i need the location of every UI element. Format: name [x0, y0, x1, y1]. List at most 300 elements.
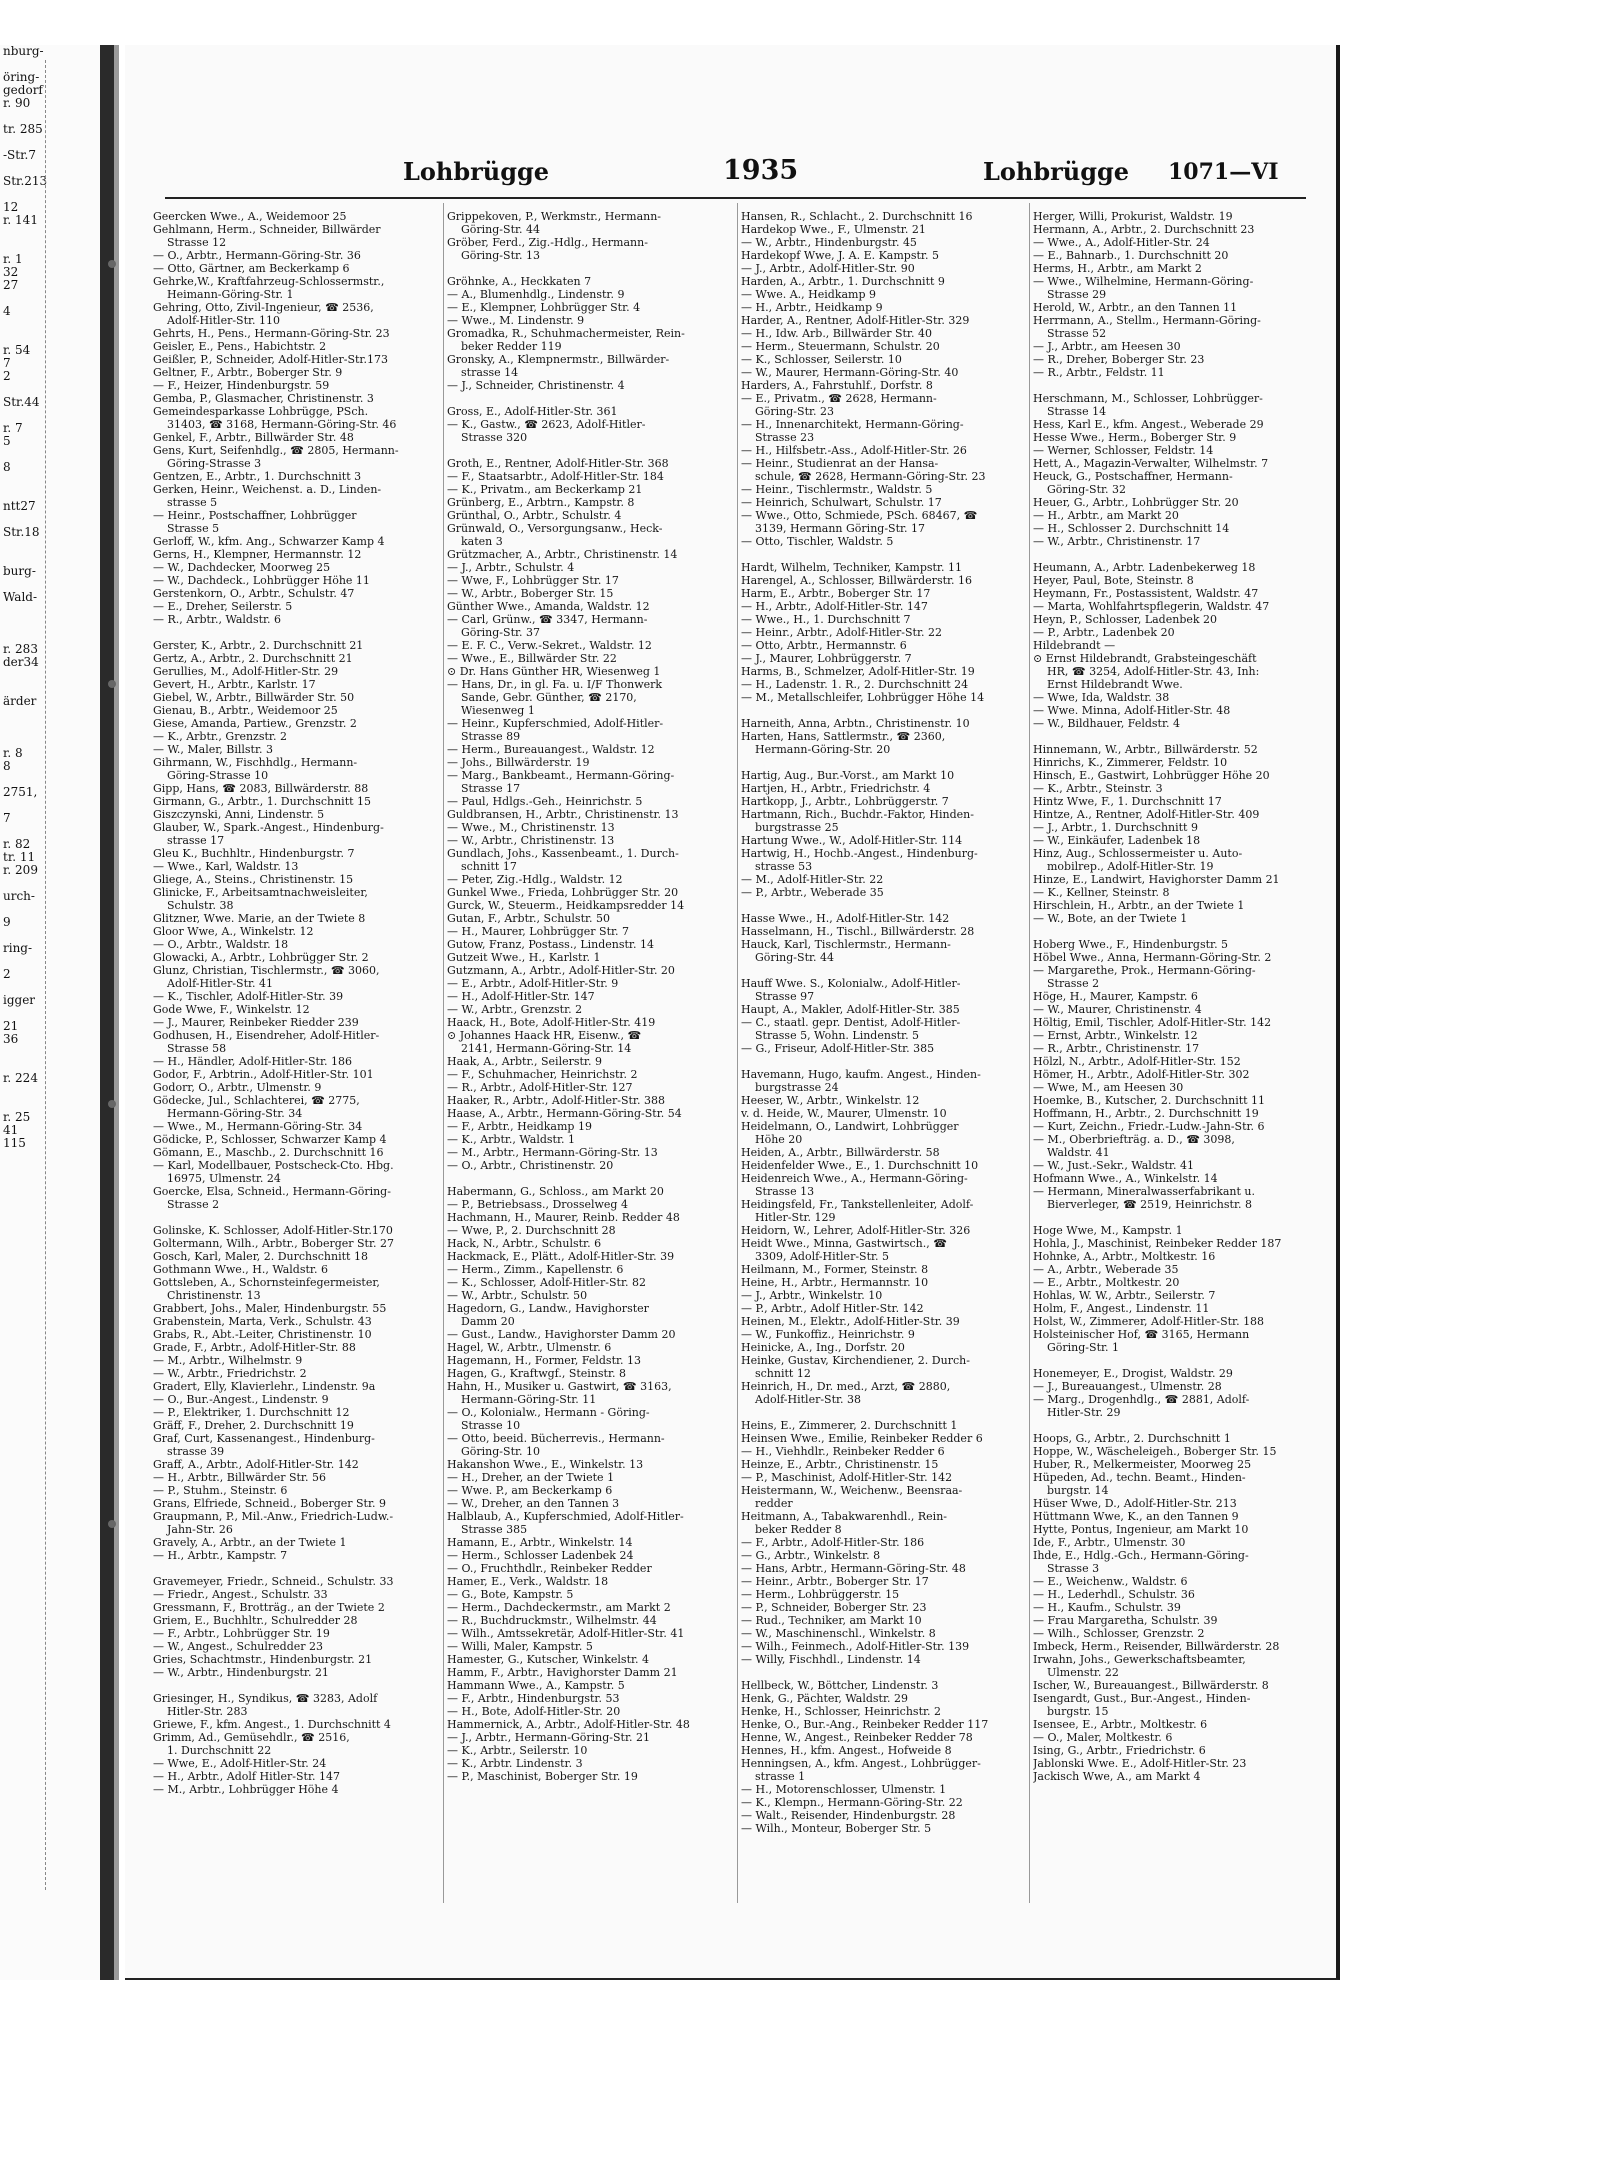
directory-entry: Geercken Wwe., A., Weidemoor 25	[153, 210, 347, 223]
directory-entry: Glinicke, F., Arbeitsamtnachweisleiter,	[153, 886, 368, 899]
directory-entry	[153, 626, 440, 639]
entry-continuation: Waldstr. 41	[1047, 1146, 1110, 1159]
binding-hole	[108, 1520, 116, 1528]
entry-continuation: Strasse 10	[461, 1419, 521, 1432]
directory-column-2	[447, 210, 734, 1900]
directory-entry: Hintz Wwe, F., 1. Durchschnitt 17	[1033, 795, 1222, 808]
entry-continuation: beker Redder 8	[755, 1523, 842, 1536]
directory-entry: — Wwe, F., Lohbrügger Str. 17	[447, 574, 619, 587]
gutter-fragment: r. 82	[3, 837, 31, 851]
directory-entry: Gehring, Otto, Zivil-Ingenieur, ☎ 2536,	[153, 301, 374, 314]
directory-entry: Havemann, Hugo, kaufm. Angest., Hinden-	[741, 1068, 981, 1081]
directory-entry: Godhusen, H., Eisendreher, Adolf-Hitler-	[153, 1029, 380, 1042]
directory-entry: Hohla, J., Maschinist, Reinbeker Redder 187	[1033, 1237, 1282, 1250]
directory-entry: Gerstenkorn, O., Arbtr., Schulstr. 47	[153, 587, 355, 600]
directory-entry: Henne, W., Angest., Reinbeker Redder 78	[741, 1731, 973, 1744]
directory-entry: Glunz, Christian, Tischlermstr., ☎ 3060,	[153, 964, 380, 977]
header-right-title: Lohbrügge	[983, 157, 1130, 186]
directory-entry: Hahn, H., Musiker u. Gastwirt, ☎ 3163,	[447, 1380, 672, 1393]
directory-entry: — P., Schneider, Boberger Str. 23	[741, 1601, 927, 1614]
directory-entry: — Willi, Maler, Kampstr. 5	[447, 1640, 593, 1653]
directory-entry: Grützmacher, A., Arbtr., Christinenstr. 14	[447, 548, 678, 561]
directory-entry: — P., Elektriker, 1. Durchschnitt 12	[153, 1406, 350, 1419]
gutter-fragment: r. 224	[3, 1071, 38, 1085]
directory-entry: Graf, Curt, Kassenangest., Hindenburg-	[153, 1432, 375, 1445]
directory-entry	[447, 392, 734, 405]
gutter-fragment: 7	[3, 811, 11, 825]
directory-entry: Hakanshon Wwe., E., Winkelstr. 13	[447, 1458, 644, 1471]
directory-entry: — R., Arbtr., Christinenstr. 17	[1033, 1042, 1200, 1055]
directory-entry: Gehrke,W., Kraftfahrzeug-Schlossermstr.,	[153, 275, 385, 288]
directory-entry: — J., Arbtr., Winkelstr. 10	[741, 1289, 883, 1302]
directory-entry: Heilmann, M., Former, Steinstr. 8	[741, 1263, 929, 1276]
directory-entry	[741, 1406, 1028, 1419]
entry-continuation: burgstrasse 25	[755, 821, 839, 834]
directory-entry: Hoppe, W., Wäscheleigeh., Boberger Str. 15	[1033, 1445, 1277, 1458]
directory-entry: Gravemeyer, Friedr., Schneid., Schulstr. 33	[153, 1575, 394, 1588]
entry-continuation: mobilrep., Adolf-Hitler-Str. 19	[1047, 860, 1214, 873]
directory-entry: Gutzmann, A., Arbtr., Adolf-Hitler-Str. 20	[447, 964, 675, 977]
directory-entry: Hamester, G., Kutscher, Winkelstr. 4	[447, 1653, 650, 1666]
directory-entry: — J., Arbtr., Schulstr. 4	[447, 561, 575, 574]
entry-continuation: Strasse 5	[167, 522, 220, 535]
directory-entry: — Friedr., Angest., Schulstr. 33	[153, 1588, 328, 1601]
directory-entry	[447, 262, 734, 275]
directory-entry: — E., Klempner, Lohbrügger Str. 4	[447, 301, 641, 314]
entry-continuation: Göring-Strasse 10	[167, 769, 269, 782]
directory-entry: — Wwe, P., 2. Durchschnitt 28	[447, 1224, 616, 1237]
gutter-fragment: 115	[3, 1136, 26, 1150]
directory-entry: — K., Klempn., Hermann-Göring-Str. 22	[741, 1796, 963, 1809]
directory-entry: Gröber, Ferd., Zig.-Hdlg., Hermann-	[447, 236, 648, 249]
directory-entry: — K., Gastw., ☎ 2623, Adolf-Hitler-	[447, 418, 646, 431]
directory-entry: — M., Oberbriefträg. a. D., ☎ 3098,	[1033, 1133, 1235, 1146]
directory-entry: Heymann, Fr., Postassistent, Waldstr. 47	[1033, 587, 1259, 600]
directory-entry: — G., Bote, Kampstr. 5	[447, 1588, 574, 1601]
directory-entry: Gerns, H., Klempner, Hermannstr. 12	[153, 548, 362, 561]
directory-entry: Hölzl, N., Arbtr., Adolf-Hitler-Str. 152	[1033, 1055, 1241, 1068]
directory-entry: Heidt Wwe., Minna, Gastwirtsch., ☎	[741, 1237, 947, 1250]
directory-entry: Heidelmann, O., Landwirt, Lohbrügger	[741, 1120, 959, 1133]
directory-entry: Gothmann Wwe., H., Waldstr. 6	[153, 1263, 328, 1276]
directory-entry: Gutzeit Wwe., H., Karlstr. 1	[447, 951, 601, 964]
directory-entry: Ising, G., Arbtr., Friedrichstr. 6	[1033, 1744, 1206, 1757]
directory-entry: Höge, H., Maurer, Kampstr. 6	[1033, 990, 1198, 1003]
directory-entry: Gens, Kurt, Seifenhdlg., ☎ 2805, Hermann-	[153, 444, 399, 457]
directory-entry: Geißler, P., Schneider, Adolf-Hitler-Str.173	[153, 353, 388, 366]
directory-entry: Höbel Wwe., Anna, Hermann-Göring-Str. 2	[1033, 951, 1272, 964]
directory-entry: — Marg., Drogenhdlg., ☎ 2881, Adolf-	[1033, 1393, 1250, 1406]
gutter-fragment: 8	[3, 759, 11, 773]
entry-continuation: Strasse 14	[1047, 405, 1107, 418]
directory-entry: — Wwe, Ida, Waldstr. 38	[1033, 691, 1170, 704]
entry-continuation: Adolf-Hitler-Str. 38	[755, 1393, 862, 1406]
directory-entry: — H., Motorenschlosser, Ulmenstr. 1	[741, 1783, 947, 1796]
directory-entry: Guldbransen, H., Arbtr., Christinenstr. 13	[447, 808, 679, 821]
directory-entry: Gottsleben, A., Schornsteinfegermeister,	[153, 1276, 380, 1289]
entry-continuation: Göring-Str. 23	[755, 405, 835, 418]
directory-entry: — Hans, Dr., in gl. Fa. u. I/F Thonwerk	[447, 678, 663, 691]
entry-continuation: Göring-Str. 32	[1047, 483, 1127, 496]
gutter-fragment: r. 90	[3, 96, 31, 110]
directory-entry: Gunkel Wwe., Frieda, Lohbrügger Str. 20	[447, 886, 679, 899]
directory-entry: Herold, W., Arbtr., an den Tannen 11	[1033, 301, 1238, 314]
directory-entry: Gravely, A., Arbtr., an der Twiete 1	[153, 1536, 347, 1549]
directory-entry: — Heinr., Postschaffner, Lohbrügger	[153, 509, 357, 522]
directory-entry: Haak, A., Arbtr., Seilerstr. 9	[447, 1055, 602, 1068]
directory-entry: Honemeyer, E., Drogist, Waldstr. 29	[1033, 1367, 1233, 1380]
directory-entry: — K., Arbtr., Waldstr. 1	[447, 1133, 575, 1146]
directory-entry: — H., Arbtr., Heidkamp 9	[741, 301, 883, 314]
directory-entry: Gräff, F., Dreher, 2. Durchschnitt 19	[153, 1419, 354, 1432]
directory-entry: — Wwe., M., Hermann-Göring-Str. 34	[153, 1120, 363, 1133]
directory-entry	[1033, 379, 1320, 392]
directory-entry: Gerullies, M., Adolf-Hitler-Str. 29	[153, 665, 339, 678]
entry-continuation: Strasse 29	[1047, 288, 1107, 301]
directory-entry: Hintze, A., Rentner, Adolf-Hitler-Str. 409	[1033, 808, 1260, 821]
header-left-title: Lohbrügge	[403, 157, 550, 186]
directory-entry: Hesse Wwe., Herm., Boberger Str. 9	[1033, 431, 1237, 444]
directory-entry: Godor, F., Arbtrin., Adolf-Hitler-Str. 101	[153, 1068, 374, 1081]
binding-hole	[108, 260, 116, 268]
directory-entry: v. d. Heide, W., Maurer, Ulmenstr. 10	[741, 1107, 947, 1120]
directory-entry: Heuck, G., Postschaffner, Hermann-	[1033, 470, 1233, 483]
directory-entry	[741, 899, 1028, 912]
directory-entry: — H., Schlosser 2. Durchschnitt 14	[1033, 522, 1230, 535]
directory-entry: — E. F. C., Verw.-Sekret., Waldstr. 12	[447, 639, 652, 652]
directory-entry: Gerloff, W., kfm. Ang., Schwarzer Kamp 4	[153, 535, 385, 548]
directory-entry: — Wilh., Amtssekretär, Adolf-Hitler-Str. 41	[447, 1627, 685, 1640]
directory-entry: — Wilh., Schlosser, Grenzstr. 2	[1033, 1627, 1205, 1640]
directory-entry: — H., Ladenstr. 1. R., 2. Durchschnitt 24	[741, 678, 969, 691]
entry-continuation: Göring-Str. 13	[461, 249, 541, 262]
directory-entry: Heumann, A., Arbtr. Ladenbekerweg 18	[1033, 561, 1256, 574]
directory-entry	[1033, 730, 1320, 743]
directory-entry: Griesinger, H., Syndikus, ☎ 3283, Adolf	[153, 1692, 378, 1705]
directory-entry	[153, 1679, 440, 1692]
directory-entry: Hett, A., Magazin-Verwalter, Wilhelmstr. 7	[1033, 457, 1269, 470]
entry-continuation: Strasse 2	[167, 1198, 220, 1211]
gutter-fragment: urch-	[3, 889, 35, 903]
gutter-fragment: igger	[3, 993, 36, 1007]
gutter-fragment: Str.44	[3, 395, 40, 409]
directory-entry: — A., Arbtr., Weberade 35	[1033, 1263, 1179, 1276]
directory-entry: Giese, Amanda, Partiew., Grenzstr. 2	[153, 717, 357, 730]
entry-continuation: strasse 53	[755, 860, 813, 873]
header-rule	[165, 197, 1306, 199]
entry-continuation: Höhe 20	[755, 1133, 803, 1146]
directory-entry: — H., Lederhdl., Schulstr. 36	[1033, 1588, 1195, 1601]
directory-entry: Gloor Wwe, A., Winkelstr. 12	[153, 925, 314, 938]
directory-entry: Hennes, H., kfm. Angest., Hofweide 8	[741, 1744, 952, 1757]
entry-continuation: HR, ☎ 3254, Adolf-Hitler-Str. 43, Inh:	[1047, 665, 1260, 678]
directory-entry: Hoberg Wwe., F., Hindenburgstr. 5	[1033, 938, 1229, 951]
directory-entry: Harden, A., Arbtr., 1. Durchschnitt 9	[741, 275, 945, 288]
entry-continuation: Adolf-Hitler-Str. 41	[167, 977, 274, 990]
binding-hole	[108, 1100, 116, 1108]
gutter-fragment: 4	[3, 304, 11, 318]
directory-entry	[741, 964, 1028, 977]
entry-continuation: Göring-Strasse 3	[167, 457, 262, 470]
directory-entry: Gevert, H., Arbtr., Karlstr. 17	[153, 678, 316, 691]
gutter-fragment: 2751,	[3, 785, 38, 799]
directory-entry: Henke, O., Bur.-Ang., Reinbeker Redder 117	[741, 1718, 989, 1731]
directory-entry: Herschmann, M., Schlosser, Lohbrügger-	[1033, 392, 1263, 405]
directory-entry: Geltner, F., Arbtr., Boberger Str. 9	[153, 366, 343, 379]
entry-continuation: strasse 17	[167, 834, 225, 847]
directory-entry: Heinze, E., Arbtr., Christinenstr. 15	[741, 1458, 939, 1471]
directory-entry: Grünwald, O., Versorgungsanw., Heck-	[447, 522, 663, 535]
entry-continuation: Sande, Gebr. Günther, ☎ 2170,	[461, 691, 637, 704]
directory-entry: — F., Schuhmacher, Heinrichstr. 2	[447, 1068, 638, 1081]
entry-continuation: 3139, Hermann Göring-Str. 17	[755, 522, 926, 535]
directory-entry: — Hans, Arbtr., Hermann-Göring-Str. 48	[741, 1562, 966, 1575]
directory-entry: — W., Maurer, Christinenstr. 4	[1033, 1003, 1202, 1016]
directory-entry: Isensee, E., Arbtr., Moltkestr. 6	[1033, 1718, 1208, 1731]
gutter-fragment: Str.213	[3, 174, 48, 188]
directory-entry: ⊙ Dr. Hans Günther HR, Wiesenweg 1	[447, 665, 661, 678]
entry-continuation: Strasse 3	[1047, 1562, 1100, 1575]
directory-entry: Hamer, E., Verk., Waldstr. 18	[447, 1575, 609, 1588]
gutter-fragment: r. 283	[3, 642, 38, 656]
directory-entry: Gehrts, H., Pens., Hermann-Göring-Str. 23	[153, 327, 390, 340]
directory-entry: — M., Arbtr., Lohbrügger Höhe 4	[153, 1783, 339, 1796]
directory-entry: Hinrichs, K., Zimmerer, Feldstr. 10	[1033, 756, 1228, 769]
header-year: 1935	[723, 155, 799, 186]
directory-entry: Ischer, W., Bureauangest., Billwärderstr. 8	[1033, 1679, 1269, 1692]
directory-entry: — Willy, Fischhdl., Lindenstr. 14	[741, 1653, 921, 1666]
directory-entry: Grabenstein, Marta, Verk., Schulstr. 43	[153, 1315, 372, 1328]
directory-entry: Holsteinischer Hof, ☎ 3165, Hermann	[1033, 1328, 1250, 1341]
directory-entry: Heuer, G., Arbtr., Lohbrügger Str. 20	[1033, 496, 1239, 509]
directory-entry: — F., Arbtr., Hindenburgstr. 53	[447, 1692, 620, 1705]
directory-entry: Haack, H., Bote, Adolf-Hitler-Str. 419	[447, 1016, 656, 1029]
directory-entry: — C., staatl. gepr. Dentist, Adolf-Hitler-	[741, 1016, 961, 1029]
directory-entry: Groth, E., Rentner, Adolf-Hitler-Str. 368	[447, 457, 669, 470]
directory-entry: Hasse Wwe., H., Adolf-Hitler-Str. 142	[741, 912, 950, 925]
gutter-fragment: tr. 285	[3, 122, 43, 136]
directory-entry: — H., Arbtr., Adolf-Hitler-Str. 147	[741, 600, 928, 613]
directory-entry: — M., Arbtr., Wilhelmstr. 9	[153, 1354, 303, 1367]
directory-entry: — W., Maler, Billstr. 3	[153, 743, 274, 756]
directory-entry: — W., Maschinenschl., Winkelstr. 8	[741, 1627, 936, 1640]
gutter-fragment: r. 7	[3, 421, 23, 435]
directory-entry: — M., Arbtr., Hermann-Göring-Str. 13	[447, 1146, 658, 1159]
gutter-fragment: 7	[3, 356, 11, 370]
directory-entry: Giszczynski, Anni, Lindenstr. 5	[153, 808, 325, 821]
entry-continuation: 2141, Hermann-Göring-Str. 14	[461, 1042, 632, 1055]
directory-entry: — W., Arbtr., Hindenburgstr. 45	[741, 236, 917, 249]
directory-entry: — Herm., Dachdeckermstr., am Markt 2	[447, 1601, 671, 1614]
directory-entry: Haaker, R., Arbtr., Adolf-Hitler-Str. 388	[447, 1094, 665, 1107]
directory-entry: Hüser Wwe, D., Adolf-Hitler-Str. 213	[1033, 1497, 1237, 1510]
directory-entry: — J., Arbtr., am Heesen 30	[1033, 340, 1181, 353]
directory-entry: ⊙ Johannes Haack HR, Eisenw., ☎	[447, 1029, 642, 1042]
directory-entry: Hagedorn, G., Landw., Havighorster	[447, 1302, 649, 1315]
directory-entry: — K., Kellner, Steinstr. 8	[1033, 886, 1170, 899]
directory-entry: — W., Bildhauer, Feldstr. 4	[1033, 717, 1181, 730]
entry-continuation: strasse 14	[461, 366, 519, 379]
directory-entry: Gerster, K., Arbtr., 2. Durchschnitt 21	[153, 639, 364, 652]
directory-entry: — Otto, Tischler, Waldstr. 5	[741, 535, 894, 548]
directory-entry: Heidorn, W., Lehrer, Adolf-Hitler-Str. 326	[741, 1224, 971, 1237]
directory-entry: Hagel, W., Arbtr., Ulmenstr. 6	[447, 1341, 612, 1354]
directory-entry: — Heinr., Arbtr., Adolf-Hitler-Str. 22	[741, 626, 942, 639]
directory-entry: — W., Maurer, Hermann-Göring-Str. 40	[741, 366, 959, 379]
directory-entry: — M., Metallschleifer, Lohbrügger Höhe 14	[741, 691, 985, 704]
directory-entry: Gertz, A., Arbtr., 2. Durchschnitt 21	[153, 652, 353, 665]
directory-entry: Hartung Wwe., W., Adolf-Hitler-Str. 114	[741, 834, 963, 847]
entry-continuation: redder	[755, 1497, 793, 1510]
entry-continuation: Adolf-Hitler-Str. 110	[167, 314, 281, 327]
directory-entry: — Otto, beeid. Bücherrevis., Hermann-	[447, 1432, 665, 1445]
directory-entry: Gerken, Heinr., Weichenst. a. D., Linden-	[153, 483, 382, 496]
directory-entry: Heidenfelder Wwe., E., 1. Durchschnitt 10	[741, 1159, 979, 1172]
directory-entry: Grabs, R., Abt.-Leiter, Christinenstr. 10	[153, 1328, 372, 1341]
directory-entry: Henk, G., Pächter, Waldstr. 29	[741, 1692, 908, 1705]
directory-entry: — H., Adolf-Hitler-Str. 147	[447, 990, 595, 1003]
directory-entry: Hauff Wwe. S., Kolonialw., Adolf-Hitler-	[741, 977, 961, 990]
directory-entry: — W., Dachdecker, Moorweg 25	[153, 561, 331, 574]
directory-entry: — K., Schlosser, Seilerstr. 10	[741, 353, 902, 366]
directory-entry: — O., Arbtr., Hermann-Göring-Str. 36	[153, 249, 361, 262]
directory-entry: Griewe, F., kfm. Angest., 1. Durchschnitt 4	[153, 1718, 391, 1731]
directory-entry: Hagemann, H., Former, Feldstr. 13	[447, 1354, 642, 1367]
directory-entry: Jackisch Wwe, A., am Markt 4	[1033, 1770, 1201, 1783]
directory-entry: — P., Arbtr., Ladenbek 20	[1033, 626, 1175, 639]
directory-entry: — Wwe., H., 1. Durchschnitt 7	[741, 613, 911, 626]
directory-entry: — O., Maler, Moltkestr. 6	[1033, 1731, 1173, 1744]
gutter-fragment: 8	[3, 460, 11, 474]
directory-entry	[741, 704, 1028, 717]
directory-entry: — Wwe., Otto, Schmiede, PSch. 68467, ☎	[741, 509, 978, 522]
entry-continuation: Damm 20	[461, 1315, 515, 1328]
directory-column-1	[153, 210, 440, 1900]
gutter-fragment: Wald-	[3, 590, 38, 604]
directory-entry: Henke, H., Schlosser, Heinrichstr. 2	[741, 1705, 942, 1718]
directory-entry: Girmann, G., Arbtr., 1. Durchschnitt 15	[153, 795, 372, 808]
directory-entry: — Wwe. Minna, Adolf-Hitler-Str. 48	[1033, 704, 1231, 717]
directory-entry	[1033, 925, 1320, 938]
directory-entry: Graff, A., Arbtr., Adolf-Hitler-Str. 142	[153, 1458, 359, 1471]
directory-entry: — Wwe., A., Adolf-Hitler-Str. 24	[1033, 236, 1210, 249]
directory-entry: — Wwe. A., Heidkamp 9	[741, 288, 877, 301]
directory-entry: Grabbert, Johs., Maler, Hindenburgstr. 55	[153, 1302, 387, 1315]
entry-continuation: burgstrasse 24	[755, 1081, 839, 1094]
entry-continuation: 16975, Ulmenstr. 24	[167, 1172, 281, 1185]
entry-continuation: Jahn-Str. 26	[167, 1523, 233, 1536]
directory-entry: — W., Dreher, an den Tannen 3	[447, 1497, 620, 1510]
gutter-fragment: r. 141	[3, 213, 38, 227]
directory-entry: — W., Arbtr., Friedrichstr. 2	[153, 1367, 307, 1380]
gutter-fragment: 36	[3, 1032, 19, 1046]
directory-entry: — Wwe., M., Christinenstr. 13	[447, 821, 615, 834]
directory-entry: — J., Bureauangest., Ulmenstr. 28	[1033, 1380, 1222, 1393]
directory-entry: — P., Arbtr., Adolf Hitler-Str. 142	[741, 1302, 924, 1315]
directory-entry: Heitmann, A., Tabakwarenhdl., Rein-	[741, 1510, 948, 1523]
directory-entry: — Marg., Bankbeamt., Hermann-Göring-	[447, 769, 675, 782]
directory-entry: — H., Maurer, Lohbrügger Str. 7	[447, 925, 630, 938]
directory-entry: — O., Arbtr., Christinenstr. 20	[447, 1159, 614, 1172]
directory-entry: Gödecke, Jul., Schlachterei, ☎ 2775,	[153, 1094, 360, 1107]
directory-entry: — K., Arbtr., Grenzstr. 2	[153, 730, 287, 743]
directory-entry: Hauck, Karl, Tischlermstr., Hermann-	[741, 938, 951, 951]
directory-entry: Harm, E., Arbtr., Boberger Str. 17	[741, 587, 931, 600]
column-divider	[443, 203, 444, 1903]
gutter-fragment: r. 209	[3, 863, 38, 877]
directory-entry: — R., Arbtr., Waldstr. 6	[153, 613, 282, 626]
directory-entry: ⊙ Ernst Hildebrandt, Grabsteingeschäft	[1033, 652, 1257, 665]
directory-entry: Hinnemann, W., Arbtr., Billwärderstr. 52	[1033, 743, 1258, 756]
directory-entry: — K., Schlosser, Adolf-Hitler-Str. 82	[447, 1276, 647, 1289]
directory-entry: Goltermann, Wilh., Arbtr., Boberger Str. 27	[153, 1237, 395, 1250]
directory-entry: Harten, Hans, Sattlermstr., ☎ 2360,	[741, 730, 946, 743]
directory-entry: Gradert, Elly, Klavierlehr., Lindenstr. 9a	[153, 1380, 376, 1393]
directory-entry: — H., Idw. Arb., Billwärder Str. 40	[741, 327, 932, 340]
directory-entry: Hansen, R., Schlacht., 2. Durchschnitt 16	[741, 210, 973, 223]
directory-entry: Gross, E., Adolf-Hitler-Str. 361	[447, 405, 618, 418]
directory-entry: Heinsen Wwe., Emilie, Reinbeker Redder 6	[741, 1432, 983, 1445]
directory-entry: Heiden, A., Arbtr., Billwärderstr. 58	[741, 1146, 940, 1159]
directory-entry: Gentzen, E., Arbtr., 1. Durchschnitt 3	[153, 470, 362, 483]
directory-entry: Herrmann, A., Stellm., Hermann-Göring-	[1033, 314, 1261, 327]
directory-entry	[153, 1562, 440, 1575]
directory-entry: — R., Arbtr., Feldstr. 11	[1033, 366, 1165, 379]
directory-entry: Holst, W., Zimmerer, Adolf-Hitler-Str. 188	[1033, 1315, 1265, 1328]
directory-entry: — J., Maurer, Reinbeker Riedder 239	[153, 1016, 359, 1029]
entry-continuation: schnitt 17	[461, 860, 517, 873]
entry-continuation: burgstr. 15	[1047, 1705, 1109, 1718]
directory-entry	[1033, 1211, 1320, 1224]
directory-entry: Hinsch, E., Gastwirt, Lohbrügger Höhe 20	[1033, 769, 1270, 782]
directory-entry: — P., Maschinist, Boberger Str. 19	[447, 1770, 638, 1783]
gutter-fragment: 21	[3, 1019, 19, 1033]
column-divider	[737, 203, 738, 1903]
directory-entry: Gressmann, F., Brotträg., an der Twiete 2	[153, 1601, 385, 1614]
gutter-fragment: öring-	[3, 70, 40, 84]
entry-continuation: burgstr. 14	[1047, 1484, 1109, 1497]
directory-entry: Giebel, W., Arbtr., Billwärder Str. 50	[153, 691, 355, 704]
directory-entry: Hytte, Pontus, Ingenieur, am Markt 10	[1033, 1523, 1249, 1536]
gutter-fragment: 2	[3, 369, 11, 383]
entry-continuation: strasse 5	[167, 496, 218, 509]
entry-continuation: Bierverleger, ☎ 2519, Heinrichstr. 8	[1047, 1198, 1252, 1211]
directory-entry: — O., Kolonialw., Hermann - Göring-	[447, 1406, 650, 1419]
gutter-fragment: 27	[3, 278, 19, 292]
directory-entry: — Heinrich, Schulwart, Schulstr. 17	[741, 496, 942, 509]
directory-entry: — Heinr., Kupferschmied, Adolf-Hitler-	[447, 717, 664, 730]
directory-entry: Gosch, Karl, Maler, 2. Durchschnitt 18	[153, 1250, 368, 1263]
directory-entry: Grans, Elfriede, Schneid., Boberger Str. 9	[153, 1497, 387, 1510]
directory-entry: Golinske, K. Schlosser, Adolf-Hitler-Str.170	[153, 1224, 393, 1237]
directory-entry: Gutan, F., Arbtr., Schulstr. 50	[447, 912, 611, 925]
directory-entry: — Johs., Billwärderstr. 19	[447, 756, 590, 769]
directory-entry: — Karl, Modellbauer, Postscheck-Cto. Hbg.	[153, 1159, 394, 1172]
directory-entry: — E., Arbtr., Adolf-Hitler-Str. 9	[447, 977, 619, 990]
directory-entry: Hagen, G., Kraftwgf., Steinstr. 8	[447, 1367, 626, 1380]
entry-continuation: Strasse 97	[755, 990, 815, 1003]
directory-entry: — M., Adolf-Hitler-Str. 22	[741, 873, 884, 886]
directory-entry: Hofmann Wwe., A., Winkelstr. 14	[1033, 1172, 1218, 1185]
directory-entry: — P., Arbtr., Weberade 35	[741, 886, 884, 899]
directory-entry: Hinze, E., Landwirt, Havighorster Damm 21	[1033, 873, 1280, 886]
gutter-fragment: 9	[3, 915, 11, 929]
directory-entry: — W., Funkoffiz., Heinrichstr. 9	[741, 1328, 915, 1341]
directory-entry: Hackmack, E., Plätt., Adolf-Hitler-Str. 39	[447, 1250, 675, 1263]
directory-entry: Goercke, Elsa, Schneid., Hermann-Göring-	[153, 1185, 391, 1198]
directory-entry: Gurck, W., Steuerm., Heidkampsredder 14	[447, 899, 685, 912]
directory-entry: — F., Heizer, Hindenburgstr. 59	[153, 379, 330, 392]
